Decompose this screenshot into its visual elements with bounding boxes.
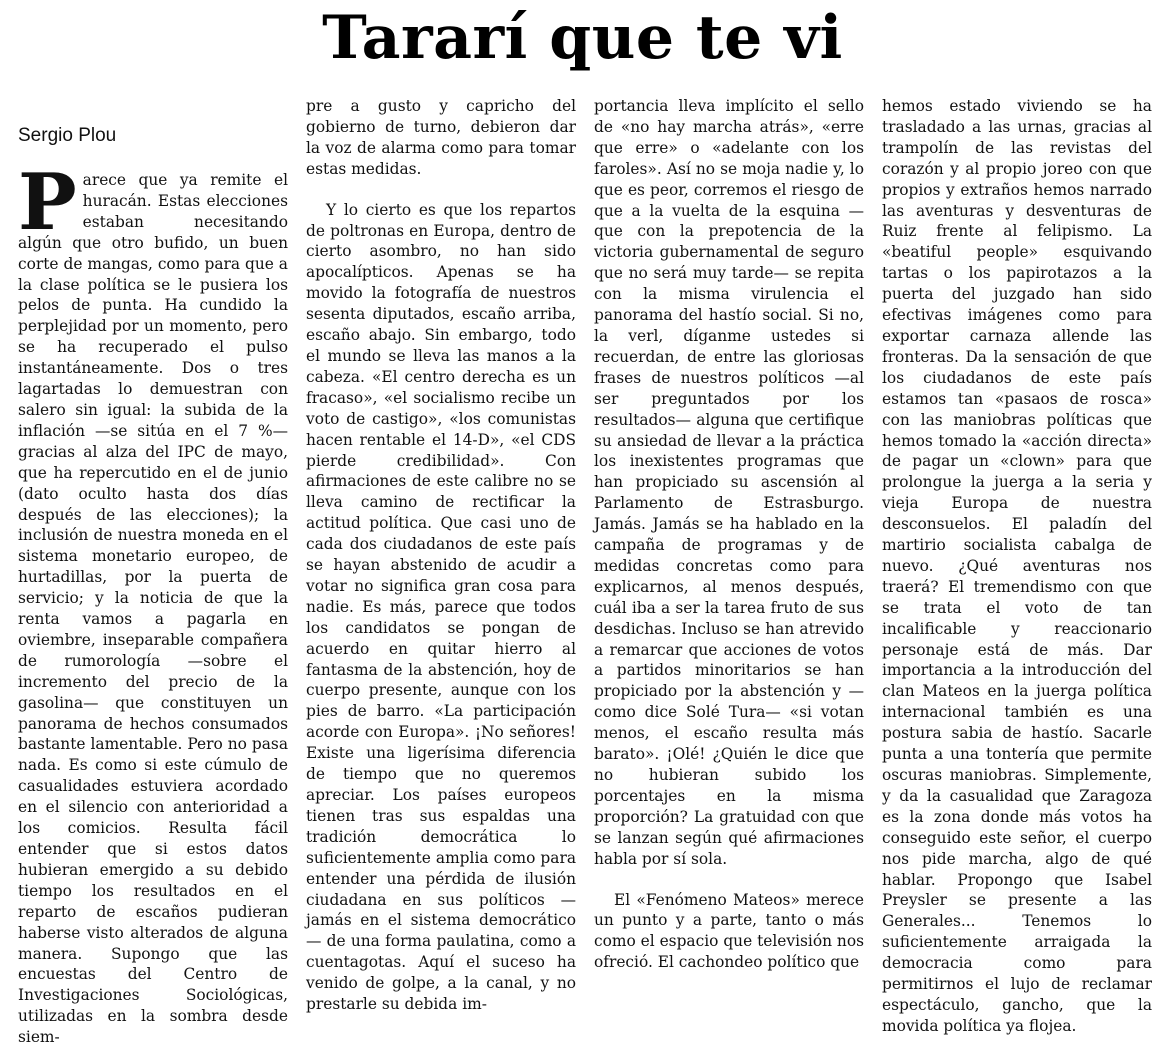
paragraph: El «Fenómeno Mateos» merece un punto y a parte, tanto o más como el espacio que televisión nos ofreció. El cachondeo político que <box>594 890 864 972</box>
column-1 <box>18 96 288 1047</box>
paragraph: Y lo cierto es que los repartos de poltronas en Europa, dentro de cierto asombro, no han sido apocalípticos. Apenas se ha movido la fotografía de nuestros sesenta diputados, escaño arriba, escaño abajo. Sin embargo, todo el mundo se lleva las manos a la cabeza. «El centro derecha es un fracaso», «el socialismo recibe un voto de castigo», «los comunistas hacen rentable el 14-D», «el CDS pierde credibilidad». Con afirmaciones de este calibre no se lleva camino de rectificar la actitud política. Que casi uno de cada dos ciudadanos de este país se hayan abstenido de acudir a votar no significa gran cosa para nadie. Es más, parece que todos los candidatos se pongan de acuerdo en quitar hierro al fantasma de la abstención, hoy de cuerpo presente, aunque con los pies de barro. «La participación acorde con Europa». ¡No señores! Existe una ligerísima diferencia de tiempo que no queremos apreciar. Los países europeos tienen tras sus espaldas una tradición democrática lo suficientemente amplia como para entender una pérdida de ilusión ciudadana en sus políticos —jamás en el sistema democrático— de una forma paulatina, como a cuentagotas. Aquí el suceso ha venido de golpe, a la canal, y no prestarle su debida im- <box>306 200 576 1014</box>
paragraph: pre a gusto y capricho del gobierno de turno, debieron dar la voz de alarma como para tomar estas medidas. <box>306 97 576 178</box>
paragraph: portancia lleva implícito el sello de «no hay marcha atrás», «erre que erre» o «adelante con los faroles». Así no se moja nadie y, lo que es peor, corremos el riesgo de que a la vuelta de la esquina —que con la prepotencia de la victoria gubernamental de seguro que no será muy tarde— se repita con la misma virulencia el panorama del hastío social. Si no, la verl, díganme ustedes si recuerdan, de entre las gloriosas frases de nuestros políticos —al ser preguntados por los resultados— alguna que certifique su ansiedad de llevar a la práctica los inexistentes programas que han propiciado su ascensión al Parlamento de Estrasburgo. Jamás. Jamás se ha hablado en la campaña de programas y de medidas concretas como para explicarnos, al menos después, cuál iba a ser la tarea fruto de sus desdichas. Incluso se han atrevido a remarcar que acciones de votos a partidos minoritarios se han propiciado por la abstención y —como dice Solé Tura— «si votan menos, el escaño resulta más barato». ¡Olé! ¿Quién le dice que no hubieran subido los porcentajes en la misma proporción? La gratuidad con que se lanzan según qué afirmaciones habla por sí sola. <box>594 97 864 868</box>
paragraph-text: arece que ya remite el huracán. Estas elecciones estaban necesitando algún que otro bufido, un buen corte de mangas, como para que a la clase política se le pusiera los pelos de punta. Ha cundido la perplejidad por un momento, pero se ha recuperado el pulso instantáneamente. Dos o tres lagartadas lo demuestran con salero sin igual: la subida de la inflación —se sitúa en el 7 %— gracias al alza del IPC de mayo, que ha repercutido en el de junio (dato oculto hasta dos días después de las elecciones); la inclusión de nuestra moneda en el sistema monetario europeo, de hurtadillas, por la puerta de servicio; y la noticia de que la renta vamos a pagarla en oviembre, inseparable compañera de rumorología —sobre el incremento del precio de la gasolina— que constituyen un panorama de hechos consumados bastante lamentable. Pero no pasa nada. Es como si este cúmulo de casualidades estuviera acordado en el silencio con anterioridad a los comicios. Resulta fácil entender que si estos datos hubieran emergido a su debido tiempo los resultados en el reparto de escaños pudieran haberse visto alterados de alguna manera. Supongo que las encuestas del Centro de Investigaciones Sociológicas, utilizadas en la sombra desde siem- <box>18 171 288 1047</box>
paragraph: hemos estado viviendo se ha trasladado a las urnas, gracias al trampolín de las revistas del corazón y al propio joreo con que propios y extraños hemos narrado las aventuras y desventuras de Ruiz frente al felipismo. La «beatiful people» esquivando tartas o los papirotazos a la puerta del juzgado han sido efectivas imágenes como para exportar carnaza allende las fronteras. Da la sensación de que los ciudadanos de este país estamos tan «pasaos de rosca» con las maniobras políticas que hemos tomado la «acción directa» de pagar un «clown» para que prolongue la juerga a la seria y vieja Europa de nuestra desconsuelos. El paladín del martirio socialista cabalga de nuevo. ¿Qué aventuras nos traerá? El tremendismo con que se trata el voto de tan incalificable y reaccionario personaje está de más. Dar importancia a la introducción del clan Mateos en la juerga política internacional también es una postura sabia de hastío. Sacarle punta a una tontería que permite oscuras maniobras. Simplemente, y da la casualidad que Zaragoza es la zona donde más votos ha conseguido este señor, el cuerpo nos pide marcha, algo de qué hablar. Propongo que Isabel Preysler se presente a las Generales... Tenemos lo suficientemente arraigada la democracia como para permitirnos el lujo de reclamar espectáculo, gancho, que la movida política ya flojea. <box>882 97 1152 1035</box>
article-title: Tararí que te vi <box>322 3 843 73</box>
column-3 <box>594 96 864 972</box>
drop-cap: P <box>18 157 77 248</box>
column-2 <box>306 96 576 1014</box>
article-body <box>18 96 1158 1047</box>
paragraph <box>18 157 288 1048</box>
column-4 <box>882 96 1152 1035</box>
author-byline: Sergio Plou <box>18 125 117 146</box>
